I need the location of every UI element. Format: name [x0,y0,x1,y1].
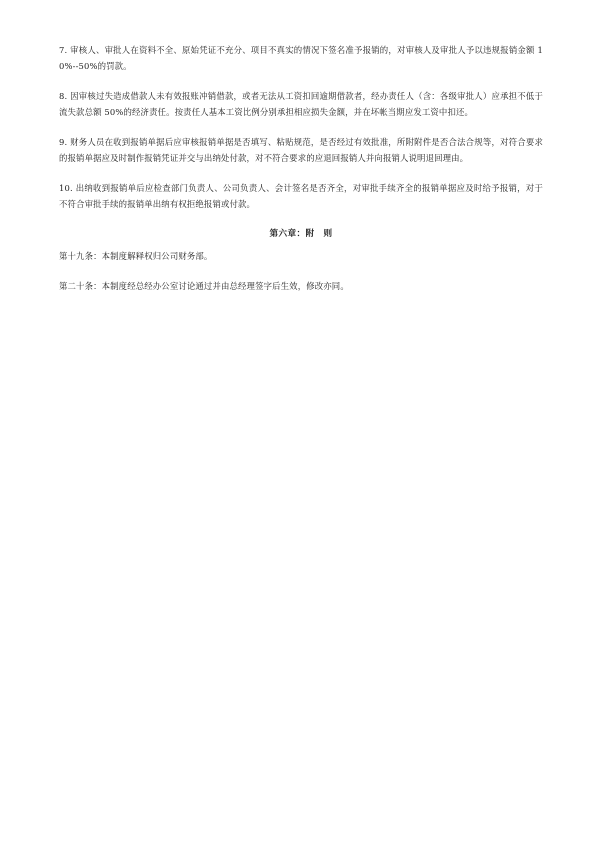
article-19: 第十九条：本制度解释权归公司财务部。 [59,251,213,261]
document-body [59,42,543,308]
rule-item-10: 10. 出纳收到报销单后应检查部门负责人、公司负责人、会计签名是否齐全，对审批手续齐全的报销单据应及时给予报销，对于不符合审批手续的报销单出纳有权拒绝报销或付款。 [59,183,543,209]
article-20: 第二十条：本制度经总经办公室讨论通过并由总经理签字后生效，修改亦同。 [59,281,349,291]
rule-item-8: 8. 因审核过失造成借款人未有效报账冲销借款，或者无法从工资扣回逾期借款者，经办责任人（含：各级审批人）应承担不低于流失款总额 50%的经济责任。按责任人基本工资比例分别承担相应损失金额，并在坏帐当期应发工资中扣还。 [59,91,543,117]
chapter-heading: 第六章：附 则 [269,229,333,239]
rule-item-7: 7. 审核人、审批人在资料不全、原始凭证不充分、项目不真实的情况下签名准予报销的，对审核人及审批人予以违规报销金额 10%--50%的罚款。 [59,45,543,71]
rule-item-9: 9. 财务人员在收到报销单据后应审核报销单据是否填写、粘贴规范，是否经过有效批准，所附附件是否合法合规等，对符合要求的报销单据应及时制作报销凭证并交与出纳处付款，对不符合要求的应退回报销人并向报销人说明退回理由。 [59,137,543,163]
